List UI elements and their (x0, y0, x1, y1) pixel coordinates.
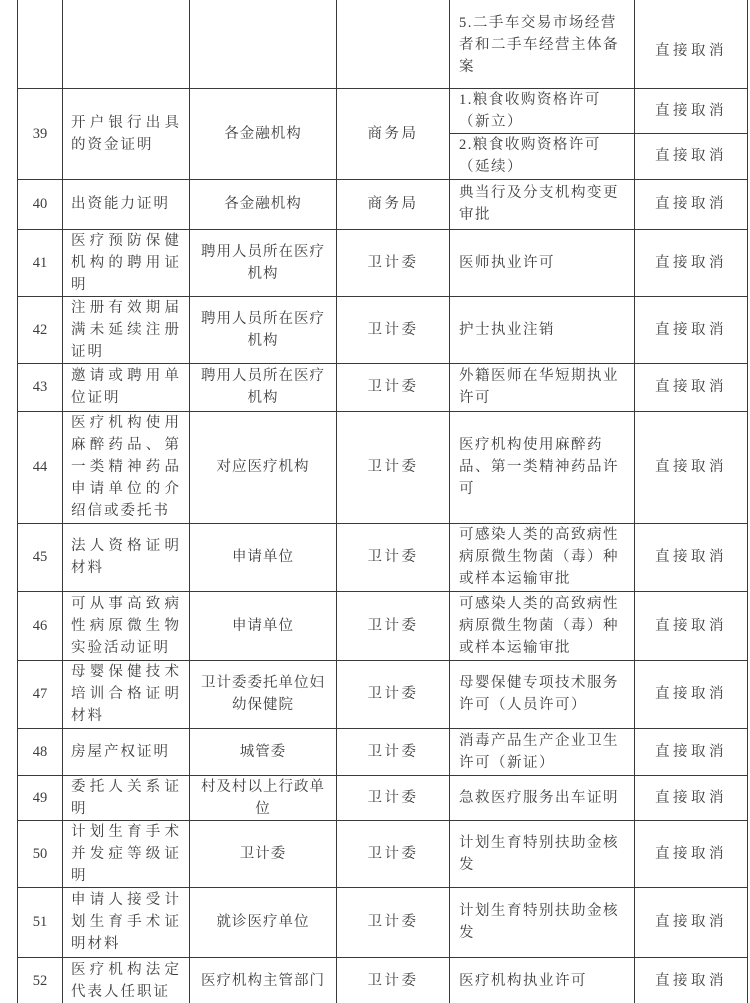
cell-related-item: 可感染人类的高致病性病原微生物菌（毒）种或样本运输审批 (450, 523, 635, 591)
cell-department: 卫计委 (337, 363, 450, 411)
cell-action: 直接取消 (635, 296, 748, 363)
cell-department: 卫计委 (337, 887, 450, 957)
table-row (18, 887, 748, 957)
table-row (18, 820, 748, 887)
cell-related-item: 医疗机构使用麻醉药品、第一类精神药品许可 (450, 411, 635, 523)
cell-action: 直接取消 (635, 229, 748, 296)
cell-issuing-unit (190, 0, 337, 88)
table-row (18, 591, 748, 660)
cell-department (337, 0, 450, 88)
table-row (18, 660, 748, 728)
cell-row-number: 52 (18, 957, 63, 1003)
table-row (18, 88, 748, 133)
cell-issuing-unit: 卫计委委托单位妇幼保健院 (190, 660, 337, 728)
cell-department: 卫计委 (337, 820, 450, 887)
cell-row-number: 49 (18, 775, 63, 820)
cell-certificate-name: 法人资格证明材料 (63, 523, 190, 591)
cell-certificate-name: 委托人关系证明 (63, 775, 190, 820)
cell-action: 直接取消 (635, 0, 748, 88)
cell-action: 直接取消 (635, 887, 748, 957)
cell-row-number: 44 (18, 411, 63, 523)
cell-department: 商务局 (337, 179, 450, 229)
cell-row-number: 51 (18, 887, 63, 957)
cell-related-item: 可感染人类的高致病性病原微生物菌（毒）种或样本运输审批 (450, 591, 635, 660)
cell-issuing-unit: 卫计委 (190, 820, 337, 887)
cell-certificate-name: 医疗机构法定代表人任职证 (63, 957, 190, 1003)
cell-action: 直接取消 (635, 88, 748, 133)
cell-related-item: 急救医疗服务出车证明 (450, 775, 635, 820)
cell-certificate-name: 可从事高致病性病原微生物实验活动证明 (63, 591, 190, 660)
cell-issuing-unit: 聘用人员所在医疗机构 (190, 363, 337, 411)
cell-related-item: 2.粮食收购资格许可（延续） (450, 133, 635, 179)
cell-related-item: 计划生育特别扶助金核发 (450, 820, 635, 887)
cell-row-number: 46 (18, 591, 63, 660)
cell-issuing-unit: 城管委 (190, 728, 337, 775)
table-row (18, 775, 748, 820)
cell-action: 直接取消 (635, 363, 748, 411)
cell-row-number: 48 (18, 728, 63, 775)
cell-row-number: 50 (18, 820, 63, 887)
cell-certificate-name: 邀请或聘用单位证明 (63, 363, 190, 411)
cell-certificate-name (63, 0, 190, 88)
cell-row-number: 47 (18, 660, 63, 728)
table-row (18, 728, 748, 775)
table-row-partial (18, 0, 748, 88)
cell-action: 直接取消 (635, 523, 748, 591)
cell-issuing-unit: 申请单位 (190, 591, 337, 660)
cell-department: 卫计委 (337, 728, 450, 775)
cell-department: 卫计委 (337, 591, 450, 660)
cell-issuing-unit: 各金融机构 (190, 179, 337, 229)
cell-action: 直接取消 (635, 775, 748, 820)
cell-department: 卫计委 (337, 775, 450, 820)
cell-certificate-name: 申请人接受计划生育手术证明材料 (63, 887, 190, 957)
cell-action: 直接取消 (635, 728, 748, 775)
cell-issuing-unit: 聘用人员所在医疗机构 (190, 296, 337, 363)
cell-row-number: 42 (18, 296, 63, 363)
table-row (18, 411, 748, 523)
cell-certificate-name: 医疗预防保健机构的聘用证明 (63, 229, 190, 296)
cell-related-item: 外籍医师在华短期执业许可 (450, 363, 635, 411)
cell-department: 商务局 (337, 88, 450, 179)
cell-related-item: 1.粮食收购资格许可（新立） (450, 88, 635, 133)
cell-department: 卫计委 (337, 296, 450, 363)
cell-certificate-name: 计划生育手术并发症等级证明 (63, 820, 190, 887)
cell-action: 直接取消 (635, 411, 748, 523)
cell-action: 直接取消 (635, 133, 748, 179)
table-row (18, 957, 748, 1003)
cell-certificate-name: 出资能力证明 (63, 179, 190, 229)
cell-related-item: 医师执业许可 (450, 229, 635, 296)
cell-department: 卫计委 (337, 957, 450, 1003)
cell-issuing-unit: 村及村以上行政单位 (190, 775, 337, 820)
cancelled-certificates-table (17, 0, 748, 1003)
cell-action: 直接取消 (635, 957, 748, 1003)
cell-row-number: 43 (18, 363, 63, 411)
cell-related-item: 典当行及分支机构变更审批 (450, 179, 635, 229)
cell-related-item: 医疗机构执业许可 (450, 957, 635, 1003)
cell-certificate-name: 房屋产权证明 (63, 728, 190, 775)
cell-row-number: 41 (18, 229, 63, 296)
cell-issuing-unit: 聘用人员所在医疗机构 (190, 229, 337, 296)
cell-department: 卫计委 (337, 523, 450, 591)
cell-related-item: 母婴保健专项技术服务许可（人员许可） (450, 660, 635, 728)
cell-row-number: 45 (18, 523, 63, 591)
cell-issuing-unit: 就诊医疗单位 (190, 887, 337, 957)
cell-certificate-name: 医疗机构使用麻醉药品、第一类精神药品申请单位的介绍信或委托书 (63, 411, 190, 523)
table-row (18, 296, 748, 363)
cell-row-number: 39 (18, 88, 63, 179)
cell-action: 直接取消 (635, 591, 748, 660)
cell-department: 卫计委 (337, 411, 450, 523)
cell-department: 卫计委 (337, 229, 450, 296)
cell-row-number (18, 0, 63, 88)
cell-row-number: 40 (18, 179, 63, 229)
cell-related-item: 消毒产品生产企业卫生许可（新证） (450, 728, 635, 775)
cell-certificate-name: 注册有效期届满未延续注册证明 (63, 296, 190, 363)
cell-issuing-unit: 对应医疗机构 (190, 411, 337, 523)
cell-related-item: 计划生育特别扶助金核发 (450, 887, 635, 957)
cell-action: 直接取消 (635, 179, 748, 229)
cell-related-item: 护士执业注销 (450, 296, 635, 363)
table-row (18, 523, 748, 591)
table-row (18, 363, 748, 411)
cell-department: 卫计委 (337, 660, 450, 728)
cell-action: 直接取消 (635, 820, 748, 887)
cell-issuing-unit: 各金融机构 (190, 88, 337, 179)
cell-action: 直接取消 (635, 660, 748, 728)
table-row (18, 179, 748, 229)
cell-issuing-unit: 医疗机构主管部门 (190, 957, 337, 1003)
cell-certificate-name: 母婴保健技术培训合格证明材料 (63, 660, 190, 728)
cell-issuing-unit: 申请单位 (190, 523, 337, 591)
table-row (18, 229, 748, 296)
cell-certificate-name: 开户银行出具的资金证明 (63, 88, 190, 179)
cell-related-item: 5.二手车交易市场经营者和二手车经营主体备案 (450, 0, 635, 88)
